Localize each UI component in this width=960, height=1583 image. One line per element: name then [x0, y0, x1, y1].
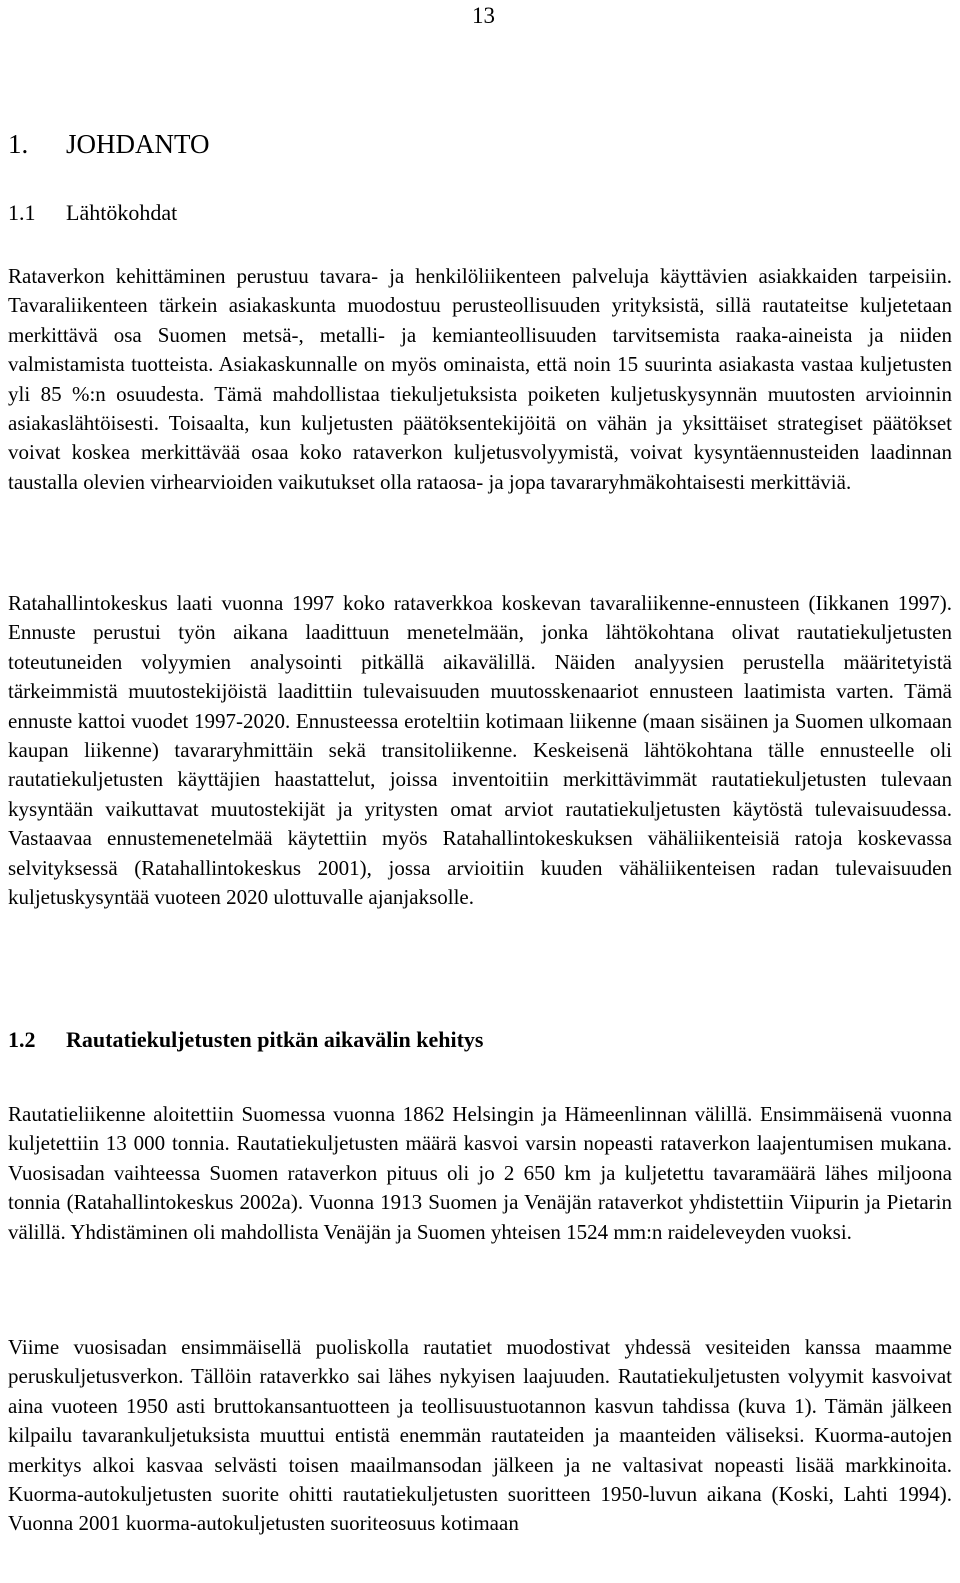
chapter-title: JOHDANTO: [66, 129, 210, 159]
chapter-number: 1.: [8, 129, 29, 159]
paragraph-2: Ratahallintokeskus laati vuonna 1997 koko rataverkkoa koskevan tavaraliikenne-ennusteen (Iikkanen 1997). Ennuste perustui työn aikana laadittuun menetelmään, jonka lähtökohtana olivat rautatiekuljetusten toteutuneiden volyymien analysointi pitkällä aikavälillä. Näiden analyysien perustella määritetyistä tärkeimmistä muutostekijöistä laadittiin tulevaisuuden muutosskenaariot ennusteen laatimista varten. Tämä ennuste kattoi vuodet 1997-2020. Ennusteessa eroteltiin kotimaan liikenne (maan sisäinen ja Suomen ulkomaan kaupan liikenne) tavararyhmittäin sekä transitoliikenne. Keskeisenä lähtökohtana tälle ennusteelle oli rautatiekuljetusten käyttäjien haastattelut, joissa inventoitiin merkittävimmät rautatiekuljetusten tulevaan kysyntään vaikuttavat muutostekijät ja yritysten omat arviot rautatiekuljetusten käytöstä tulevaisuudessa. Vastaavaa ennustemenetelmää käytettiin myös Ratahallintokeskuksen vähäliikenteisiä ratoja koskevassa selvityksessä (Ratahallintokeskus 2001), jossa arvioitiin kuuden vähäliikenteisen radan tulevaisuuden kuljetuskysyntää vuoteen 2020 ulottuvalle ajanjaksolle.: [8, 591, 952, 910]
section-number: 1.2: [8, 1027, 36, 1052]
chapter-heading: [8, 128, 210, 160]
paragraph-1: Rataverkon kehittäminen perustuu tavara- ja henkilöliikenteen palveluja käyttävien asiakkaiden tarpeisiin. Tavaraliikenteen tärkein asiakaskunta muodostuu perusteollisuuden yrityksistä, sillä rautateitse kuljetetaan merkittävä osa Suomen metsä-, metalli- ja kemianteollisuuden tarvitsemista raaka-aineista ja niiden valmistamista tuotteista. Asiakaskunnalle on myös ominaista, että noin 15 suurinta asiakasta vastaa kuljetusten yli 85 %:n osuudesta. Tämä mahdollistaa tiekuljetuksista poiketen kuljetuskysynnän muutosten arvioinnin asiakaslähtöisesti. Toisaalta, kun kuljetusten päätöksentekijöitä on vähän ja yksittäiset strategiset päätökset voivat koskea merkittävää osaa koko rataverkon kuljetusvolyymistä, voivat kysyntäennusteiden laadinnan taustalla olevien virhearvioiden vaikutukset olla rataosa- ja jopa tavararyhmäkohtaisesti merkittäviä.: [8, 264, 952, 494]
section-number: 1.1: [8, 200, 36, 225]
section-title: Lähtökohdat: [66, 200, 178, 225]
page-number: 13: [472, 3, 495, 28]
paragraph-3: Rautatieliikenne aloitettiin Suomessa vuonna 1862 Helsingin ja Hämeenlinnan välillä. Ensimmäisenä vuonna kuljetettiin 13 000 tonnia. Rautatiekuljetusten määrä kasvoi varsin nopeasti rataverkon laajentumisen mukana. Vuosisadan vaihteessa Suomen rataverkon pituus oli jo 2 650 km ja kuljetettu tavaramäärä lähes miljoona tonnia (Ratahallintokeskus 2002a). Vuonna 1913 Suomen ja Venäjän rataverkot yhdistettiin Viipurin ja Pietarin välillä. Yhdistäminen oli mahdollista Venäjän ja Suomen yhteisen 1524 mm:n raideleveyden vuoksi.: [8, 1102, 952, 1244]
section-heading-1-2: [8, 1026, 483, 1054]
paragraph-4: Viime vuosisadan ensimmäisellä puoliskolla rautatiet muodostivat yhdessä vesiteiden kanssa maamme peruskuljetusverkon. Tällöin rataverkko sai lähes nykyisen laajuuden. Rautatiekuljetusten volyymit kasvoivat aina vuoteen 1950 asti bruttokansantuotteen ja teollisuustuotannon kasvun tahdissa (kuva 1). Tämän jälkeen kilpailu tavarankuljetuksista muuttui entistä enemmän rautateiden ja maanteiden väliseksi. Kuorma-autojen merkitys alkoi kasvaa selvästi toisen maailmansodan jälkeen ja ne valtasivat nopeasti lisää markkinoita. Kuorma-autokuljetusten suorite ohitti rautatiekuljetusten suoritteen 1950-luvun aikana (Koski, Lahti 1994). Vuonna 2001 kuorma-autokuljetusten suoriteosuus kotimaan: [8, 1335, 952, 1536]
section-heading-1-1: [8, 199, 177, 227]
section-title: Rautatiekuljetusten pitkän aikavälin kehitys: [66, 1027, 484, 1052]
